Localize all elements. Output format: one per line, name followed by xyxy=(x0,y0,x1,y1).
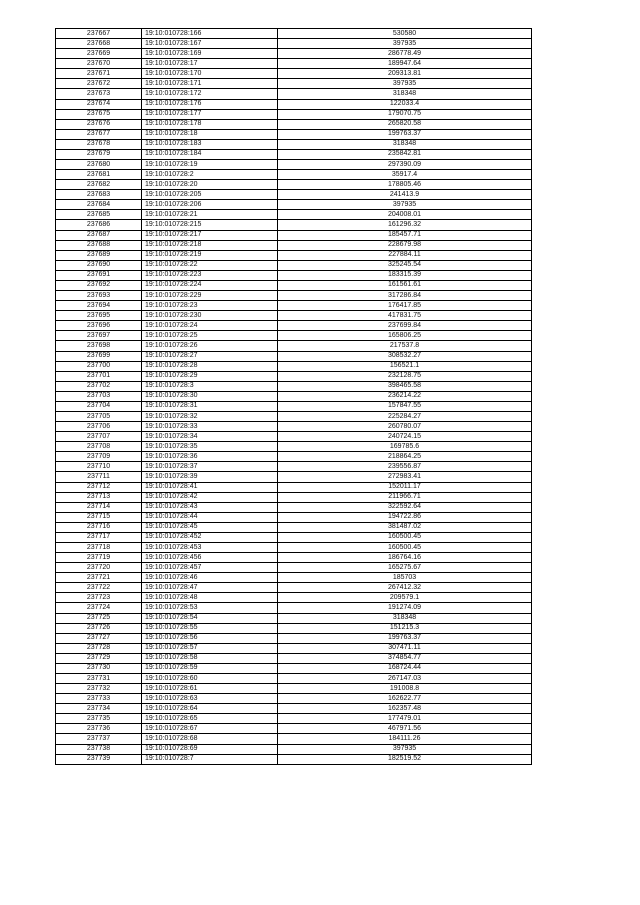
table-row xyxy=(56,341,532,351)
cadastral-number-cell: 19:10:010728:56 xyxy=(142,633,278,643)
table-row xyxy=(56,180,532,190)
amount-cell: 530580 xyxy=(278,29,532,39)
table-row xyxy=(56,553,532,563)
table-row xyxy=(56,401,532,411)
table-row xyxy=(56,381,532,391)
cadastral-number-cell: 19:10:010728:219 xyxy=(142,250,278,260)
table-row xyxy=(56,653,532,663)
table-row xyxy=(56,361,532,371)
cadastral-number-cell: 19:10:010728:167 xyxy=(142,39,278,49)
cadastral-number-cell: 19:10:010728:35 xyxy=(142,442,278,452)
cadastral-number-cell: 19:10:010728:215 xyxy=(142,220,278,230)
table-row xyxy=(56,754,532,764)
table-row xyxy=(56,452,532,462)
cadastral-number-cell: 19:10:010728:206 xyxy=(142,200,278,210)
cadastral-number-cell: 19:10:010728:53 xyxy=(142,603,278,613)
cadastral-number-cell: 19:10:010728:29 xyxy=(142,371,278,381)
row-id-cell: 237733 xyxy=(56,694,142,704)
cadastral-number-cell: 19:10:010728:32 xyxy=(142,411,278,421)
amount-cell: 162622.77 xyxy=(278,694,532,704)
table-row xyxy=(56,432,532,442)
row-id-cell: 237728 xyxy=(56,643,142,653)
row-id-cell: 237693 xyxy=(56,291,142,301)
amount-cell: 239556.87 xyxy=(278,462,532,472)
row-id-cell: 237712 xyxy=(56,482,142,492)
row-id-cell: 237689 xyxy=(56,250,142,260)
amount-cell: 184111.26 xyxy=(278,734,532,744)
table-row xyxy=(56,482,532,492)
amount-cell: 179070.75 xyxy=(278,109,532,119)
table-row xyxy=(56,684,532,694)
table-row xyxy=(56,291,532,301)
amount-cell: 241413.9 xyxy=(278,190,532,200)
row-id-cell: 237706 xyxy=(56,422,142,432)
cadastral-number-cell: 19:10:010728:229 xyxy=(142,291,278,301)
row-id-cell: 237670 xyxy=(56,59,142,69)
table-row xyxy=(56,301,532,311)
amount-cell: 232128.75 xyxy=(278,371,532,381)
row-id-cell: 237680 xyxy=(56,160,142,170)
cadastral-number-cell: 19:10:010728:45 xyxy=(142,522,278,532)
row-id-cell: 237724 xyxy=(56,603,142,613)
amount-cell: 265820.58 xyxy=(278,119,532,129)
table-row xyxy=(56,391,532,401)
cadastral-number-cell: 19:10:010728:42 xyxy=(142,492,278,502)
row-id-cell: 237726 xyxy=(56,623,142,633)
amount-cell: 318348 xyxy=(278,139,532,149)
row-id-cell: 237711 xyxy=(56,472,142,482)
row-id-cell: 237722 xyxy=(56,583,142,593)
cadastral-number-cell: 19:10:010728:37 xyxy=(142,462,278,472)
amount-cell: 122033.4 xyxy=(278,99,532,109)
amount-cell: 185703 xyxy=(278,573,532,583)
cadastral-number-cell: 19:10:010728:31 xyxy=(142,401,278,411)
amount-cell: 211966.71 xyxy=(278,492,532,502)
amount-cell: 185457.71 xyxy=(278,230,532,240)
table-row xyxy=(56,502,532,512)
amount-cell: 297390.09 xyxy=(278,160,532,170)
amount-cell: 35917.4 xyxy=(278,170,532,180)
cadastral-number-cell: 19:10:010728:36 xyxy=(142,452,278,462)
amount-cell: 218864.25 xyxy=(278,452,532,462)
table-row xyxy=(56,220,532,230)
row-id-cell: 237723 xyxy=(56,593,142,603)
amount-cell: 272983.41 xyxy=(278,472,532,482)
cadastral-number-cell: 19:10:010728:44 xyxy=(142,512,278,522)
row-id-cell: 237669 xyxy=(56,49,142,59)
cadastral-number-cell: 19:10:010728:20 xyxy=(142,180,278,190)
amount-cell: 191274.09 xyxy=(278,603,532,613)
cadastral-number-cell: 19:10:010728:19 xyxy=(142,160,278,170)
row-id-cell: 237729 xyxy=(56,653,142,663)
cadastral-number-cell: 19:10:010728:58 xyxy=(142,653,278,663)
table-row xyxy=(56,593,532,603)
amount-cell: 176417.85 xyxy=(278,301,532,311)
amount-cell: 161561.61 xyxy=(278,280,532,290)
amount-cell: 318348 xyxy=(278,89,532,99)
table-row xyxy=(56,623,532,633)
row-id-cell: 237687 xyxy=(56,230,142,240)
table-row xyxy=(56,79,532,89)
table-row xyxy=(56,583,532,593)
amount-cell: 397935 xyxy=(278,744,532,754)
row-id-cell: 237682 xyxy=(56,180,142,190)
cadastral-number-cell: 19:10:010728:26 xyxy=(142,341,278,351)
table-row xyxy=(56,603,532,613)
table-row xyxy=(56,714,532,724)
amount-cell: 183315.39 xyxy=(278,270,532,280)
row-id-cell: 237701 xyxy=(56,371,142,381)
amount-cell: 325245.54 xyxy=(278,260,532,270)
row-id-cell: 237709 xyxy=(56,452,142,462)
cadastral-number-cell: 19:10:010728:28 xyxy=(142,361,278,371)
row-id-cell: 237697 xyxy=(56,331,142,341)
row-id-cell: 237692 xyxy=(56,280,142,290)
amount-cell: 151215.3 xyxy=(278,623,532,633)
row-id-cell: 237731 xyxy=(56,674,142,684)
row-id-cell: 237686 xyxy=(56,220,142,230)
table-row xyxy=(56,250,532,260)
row-id-cell: 237691 xyxy=(56,270,142,280)
cadastral-number-cell: 19:10:010728:25 xyxy=(142,331,278,341)
amount-cell: 237699.84 xyxy=(278,321,532,331)
table-row xyxy=(56,29,532,39)
table-row xyxy=(56,663,532,673)
amount-cell: 381487.02 xyxy=(278,522,532,532)
amount-cell: 199763.37 xyxy=(278,129,532,139)
table-row xyxy=(56,371,532,381)
cadastral-number-cell: 19:10:010728:67 xyxy=(142,724,278,734)
table-row xyxy=(56,280,532,290)
row-id-cell: 237672 xyxy=(56,79,142,89)
row-id-cell: 237734 xyxy=(56,704,142,714)
amount-cell: 217537.8 xyxy=(278,341,532,351)
row-id-cell: 237690 xyxy=(56,260,142,270)
amount-cell: 178805.46 xyxy=(278,180,532,190)
table-row xyxy=(56,462,532,472)
row-id-cell: 237713 xyxy=(56,492,142,502)
row-id-cell: 237715 xyxy=(56,512,142,522)
row-id-cell: 237679 xyxy=(56,149,142,159)
row-id-cell: 237714 xyxy=(56,502,142,512)
table-row xyxy=(56,633,532,643)
amount-cell: 160500.45 xyxy=(278,542,532,552)
table-row xyxy=(56,129,532,139)
cadastral-number-cell: 19:10:010728:68 xyxy=(142,734,278,744)
amount-cell: 228679.98 xyxy=(278,240,532,250)
table-row xyxy=(56,522,532,532)
cadastral-number-cell: 19:10:010728:178 xyxy=(142,119,278,129)
cadastral-number-cell: 19:10:010728:48 xyxy=(142,593,278,603)
cadastral-number-cell: 19:10:010728:55 xyxy=(142,623,278,633)
row-id-cell: 237708 xyxy=(56,442,142,452)
cadastral-number-cell: 19:10:010728:21 xyxy=(142,210,278,220)
table-row xyxy=(56,532,532,542)
row-id-cell: 237699 xyxy=(56,351,142,361)
row-id-cell: 237702 xyxy=(56,381,142,391)
table-row xyxy=(56,89,532,99)
amount-cell: 398465.58 xyxy=(278,381,532,391)
table-row xyxy=(56,119,532,129)
table-row xyxy=(56,240,532,250)
cadastral-number-cell: 19:10:010728:2 xyxy=(142,170,278,180)
row-id-cell: 237683 xyxy=(56,190,142,200)
amount-cell: 209579.1 xyxy=(278,593,532,603)
table-row xyxy=(56,694,532,704)
table-row xyxy=(56,674,532,684)
table-row xyxy=(56,613,532,623)
amount-cell: 397935 xyxy=(278,39,532,49)
table-row xyxy=(56,59,532,69)
row-id-cell: 237685 xyxy=(56,210,142,220)
cadastral-number-cell: 19:10:010728:22 xyxy=(142,260,278,270)
amount-cell: 162357.48 xyxy=(278,704,532,714)
cadastral-number-cell: 19:10:010728:27 xyxy=(142,351,278,361)
row-id-cell: 237675 xyxy=(56,109,142,119)
amount-cell: 417831.75 xyxy=(278,311,532,321)
table-row xyxy=(56,512,532,522)
row-id-cell: 237668 xyxy=(56,39,142,49)
amount-cell: 260780.07 xyxy=(278,422,532,432)
amount-cell: 161296.32 xyxy=(278,220,532,230)
amount-cell: 240724.15 xyxy=(278,432,532,442)
row-id-cell: 237739 xyxy=(56,754,142,764)
cadastral-number-cell: 19:10:010728:34 xyxy=(142,432,278,442)
amount-cell: 182519.52 xyxy=(278,754,532,764)
table-row xyxy=(56,573,532,583)
amount-cell: 267412.32 xyxy=(278,583,532,593)
data-table xyxy=(55,28,532,765)
amount-cell: 225284.27 xyxy=(278,411,532,421)
amount-cell: 317286.84 xyxy=(278,291,532,301)
amount-cell: 165806.25 xyxy=(278,331,532,341)
row-id-cell: 237718 xyxy=(56,542,142,552)
row-id-cell: 237735 xyxy=(56,714,142,724)
amount-cell: 189947.64 xyxy=(278,59,532,69)
cadastral-number-cell: 19:10:010728:59 xyxy=(142,663,278,673)
row-id-cell: 237695 xyxy=(56,311,142,321)
amount-cell: 152011.17 xyxy=(278,482,532,492)
cadastral-number-cell: 19:10:010728:457 xyxy=(142,563,278,573)
row-id-cell: 237725 xyxy=(56,613,142,623)
row-id-cell: 237674 xyxy=(56,99,142,109)
cadastral-number-cell: 19:10:010728:54 xyxy=(142,613,278,623)
cadastral-number-cell: 19:10:010728:47 xyxy=(142,583,278,593)
row-id-cell: 237720 xyxy=(56,563,142,573)
cadastral-number-cell: 19:10:010728:7 xyxy=(142,754,278,764)
table-row xyxy=(56,351,532,361)
table-row xyxy=(56,160,532,170)
row-id-cell: 237681 xyxy=(56,170,142,180)
amount-cell: 308532.27 xyxy=(278,351,532,361)
row-id-cell: 237677 xyxy=(56,129,142,139)
cadastral-number-cell: 19:10:010728:170 xyxy=(142,69,278,79)
table-row xyxy=(56,260,532,270)
cadastral-number-cell: 19:10:010728:224 xyxy=(142,280,278,290)
table-row xyxy=(56,200,532,210)
row-id-cell: 237704 xyxy=(56,401,142,411)
row-id-cell: 237721 xyxy=(56,573,142,583)
table-row xyxy=(56,704,532,714)
amount-cell: 209313.81 xyxy=(278,69,532,79)
amount-cell: 160500.45 xyxy=(278,532,532,542)
row-id-cell: 237738 xyxy=(56,744,142,754)
table-row xyxy=(56,99,532,109)
amount-cell: 199763.37 xyxy=(278,633,532,643)
cadastral-number-cell: 19:10:010728:166 xyxy=(142,29,278,39)
row-id-cell: 237673 xyxy=(56,89,142,99)
row-id-cell: 237717 xyxy=(56,532,142,542)
cadastral-number-cell: 19:10:010728:46 xyxy=(142,573,278,583)
cadastral-number-cell: 19:10:010728:176 xyxy=(142,99,278,109)
row-id-cell: 237678 xyxy=(56,139,142,149)
cadastral-number-cell: 19:10:010728:39 xyxy=(142,472,278,482)
table-body xyxy=(56,29,532,765)
table-row xyxy=(56,472,532,482)
amount-cell: 374854.77 xyxy=(278,653,532,663)
row-id-cell: 237676 xyxy=(56,119,142,129)
row-id-cell: 237671 xyxy=(56,69,142,79)
amount-cell: 397935 xyxy=(278,79,532,89)
table-row xyxy=(56,311,532,321)
table-row xyxy=(56,210,532,220)
cadastral-number-cell: 19:10:010728:41 xyxy=(142,482,278,492)
cadastral-number-cell: 19:10:010728:17 xyxy=(142,59,278,69)
cadastral-number-cell: 19:10:010728:217 xyxy=(142,230,278,240)
amount-cell: 467971.56 xyxy=(278,724,532,734)
amount-cell: 318348 xyxy=(278,613,532,623)
cadastral-number-cell: 19:10:010728:452 xyxy=(142,532,278,542)
table-row xyxy=(56,39,532,49)
table-row xyxy=(56,230,532,240)
cadastral-number-cell: 19:10:010728:60 xyxy=(142,674,278,684)
cadastral-number-cell: 19:10:010728:3 xyxy=(142,381,278,391)
amount-cell: 156521.1 xyxy=(278,361,532,371)
cadastral-number-cell: 19:10:010728:171 xyxy=(142,79,278,89)
table-row xyxy=(56,442,532,452)
table-row xyxy=(56,69,532,79)
cadastral-number-cell: 19:10:010728:169 xyxy=(142,49,278,59)
row-id-cell: 237732 xyxy=(56,684,142,694)
cadastral-number-cell: 19:10:010728:43 xyxy=(142,502,278,512)
cadastral-number-cell: 19:10:010728:183 xyxy=(142,139,278,149)
cadastral-number-cell: 19:10:010728:223 xyxy=(142,270,278,280)
amount-cell: 186764.16 xyxy=(278,553,532,563)
cadastral-number-cell: 19:10:010728:218 xyxy=(142,240,278,250)
row-id-cell: 237730 xyxy=(56,663,142,673)
amount-cell: 267147.03 xyxy=(278,674,532,684)
row-id-cell: 237703 xyxy=(56,391,142,401)
cadastral-number-cell: 19:10:010728:205 xyxy=(142,190,278,200)
table-row xyxy=(56,422,532,432)
amount-cell: 307471.11 xyxy=(278,643,532,653)
row-id-cell: 237707 xyxy=(56,432,142,442)
row-id-cell: 237688 xyxy=(56,240,142,250)
row-id-cell: 237694 xyxy=(56,301,142,311)
table-row xyxy=(56,331,532,341)
table-row xyxy=(56,170,532,180)
row-id-cell: 237736 xyxy=(56,724,142,734)
amount-cell: 204008.01 xyxy=(278,210,532,220)
table-row xyxy=(56,734,532,744)
cadastral-number-cell: 19:10:010728:30 xyxy=(142,391,278,401)
row-id-cell: 237727 xyxy=(56,633,142,643)
row-id-cell: 237737 xyxy=(56,734,142,744)
cadastral-number-cell: 19:10:010728:57 xyxy=(142,643,278,653)
row-id-cell: 237698 xyxy=(56,341,142,351)
table-row xyxy=(56,492,532,502)
table-row xyxy=(56,643,532,653)
amount-cell: 227884.11 xyxy=(278,250,532,260)
cadastral-number-cell: 19:10:010728:24 xyxy=(142,321,278,331)
table-row xyxy=(56,109,532,119)
amount-cell: 322592.64 xyxy=(278,502,532,512)
cadastral-number-cell: 19:10:010728:456 xyxy=(142,553,278,563)
cadastral-number-cell: 19:10:010728:172 xyxy=(142,89,278,99)
amount-cell: 194722.86 xyxy=(278,512,532,522)
cadastral-number-cell: 19:10:010728:64 xyxy=(142,704,278,714)
amount-cell: 157847.55 xyxy=(278,401,532,411)
row-id-cell: 237719 xyxy=(56,553,142,563)
table-row xyxy=(56,190,532,200)
amount-cell: 169785.6 xyxy=(278,442,532,452)
cadastral-number-cell: 19:10:010728:184 xyxy=(142,149,278,159)
cadastral-number-cell: 19:10:010728:69 xyxy=(142,744,278,754)
table-row xyxy=(56,563,532,573)
table-row xyxy=(56,321,532,331)
amount-cell: 168724.44 xyxy=(278,663,532,673)
row-id-cell: 237705 xyxy=(56,411,142,421)
row-id-cell: 237716 xyxy=(56,522,142,532)
cadastral-number-cell: 19:10:010728:61 xyxy=(142,684,278,694)
table-row xyxy=(56,49,532,59)
table-row xyxy=(56,270,532,280)
amount-cell: 397935 xyxy=(278,200,532,210)
amount-cell: 191008.8 xyxy=(278,684,532,694)
table-row xyxy=(56,542,532,552)
table-row xyxy=(56,724,532,734)
cadastral-number-cell: 19:10:010728:18 xyxy=(142,129,278,139)
cadastral-number-cell: 19:10:010728:63 xyxy=(142,694,278,704)
cadastral-number-cell: 19:10:010728:453 xyxy=(142,542,278,552)
cadastral-number-cell: 19:10:010728:177 xyxy=(142,109,278,119)
amount-cell: 177479.01 xyxy=(278,714,532,724)
cadastral-number-cell: 19:10:010728:33 xyxy=(142,422,278,432)
amount-cell: 286778.49 xyxy=(278,49,532,59)
table-row xyxy=(56,149,532,159)
row-id-cell: 237700 xyxy=(56,361,142,371)
cadastral-number-cell: 19:10:010728:65 xyxy=(142,714,278,724)
amount-cell: 236214.22 xyxy=(278,391,532,401)
row-id-cell: 237696 xyxy=(56,321,142,331)
row-id-cell: 237667 xyxy=(56,29,142,39)
table-row xyxy=(56,411,532,421)
table-row xyxy=(56,744,532,754)
cadastral-number-cell: 19:10:010728:230 xyxy=(142,311,278,321)
cadastral-number-cell: 19:10:010728:23 xyxy=(142,301,278,311)
amount-cell: 165275.67 xyxy=(278,563,532,573)
row-id-cell: 237710 xyxy=(56,462,142,472)
amount-cell: 235842.81 xyxy=(278,149,532,159)
table-row xyxy=(56,139,532,149)
row-id-cell: 237684 xyxy=(56,200,142,210)
